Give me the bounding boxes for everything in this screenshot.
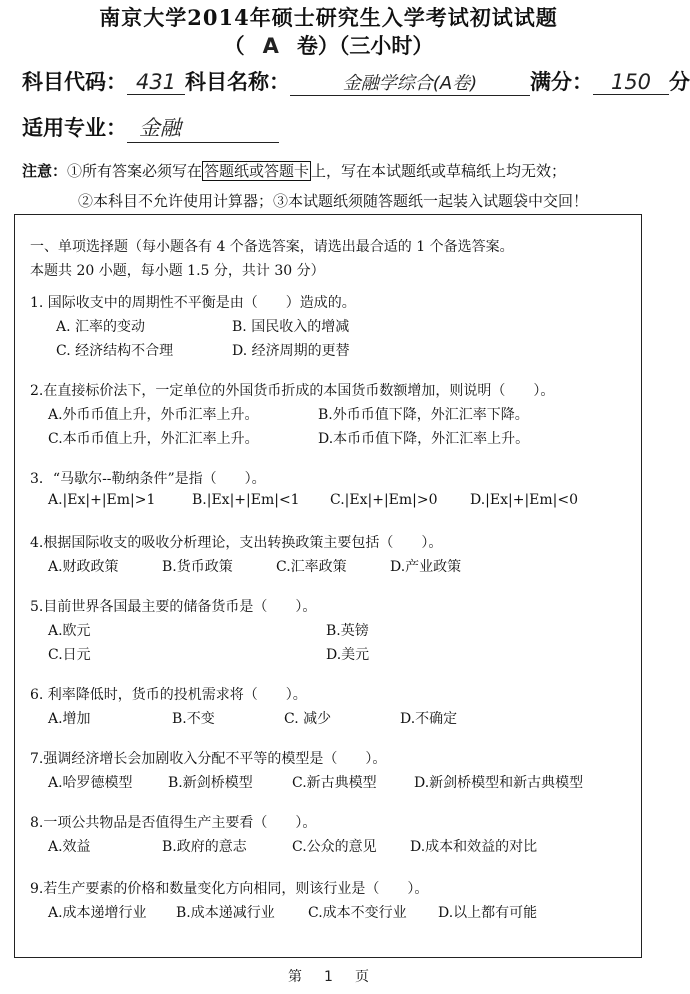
subtitle-open: （ bbox=[223, 33, 245, 58]
option: A.增加 bbox=[48, 711, 91, 727]
option: B.政府的意志 bbox=[162, 839, 247, 855]
question-stem: 9.若生产要素的价格和数量变化方向相同，则该行业是（ ）。 bbox=[30, 881, 429, 897]
option: C.日元 bbox=[48, 647, 91, 663]
notice-line-2: ②本科目不允许使用计算器；③本试题纸须随答题纸一起装入试题袋中交回！ bbox=[78, 192, 589, 210]
notice-text-a: ①所有答案必须写在 bbox=[67, 162, 203, 180]
section-heading-line-2: 本题共 20 小题，每小题 1.5 分，共计 30 分） bbox=[30, 263, 325, 279]
major-label: 适用专业： bbox=[22, 115, 127, 140]
option: C. 减少 bbox=[284, 711, 332, 727]
subtitle-rest: 卷）（三小时） bbox=[296, 33, 434, 58]
option: B.新剑桥模型 bbox=[168, 775, 253, 791]
option: D.本币币值下降，外汇汇率上升。 bbox=[318, 431, 530, 447]
notice-line-1 bbox=[22, 160, 566, 181]
option: A.财政政策 bbox=[48, 559, 119, 575]
option: A.哈罗德模型 bbox=[48, 775, 133, 791]
option: A. 汇率的变动 bbox=[56, 319, 146, 335]
page-suffix: 页 bbox=[354, 969, 369, 985]
option: D.成本和效益的对比 bbox=[410, 839, 538, 855]
option: C.汇率政策 bbox=[276, 559, 347, 575]
score-unit: 分 bbox=[669, 69, 690, 94]
code-value: 431 bbox=[127, 70, 185, 95]
question-stem: 8.一项公共物品是否值得生产主要看（ ）。 bbox=[30, 815, 317, 831]
question-stem: 1. 国际收支中的周期性不平衡是由（ ）造成的。 bbox=[30, 295, 356, 311]
option: C.成本不变行业 bbox=[308, 905, 407, 921]
option: D.以上都有可能 bbox=[438, 905, 538, 921]
option: D.美元 bbox=[326, 647, 370, 663]
option: A.欧元 bbox=[48, 623, 91, 639]
exam-subtitle bbox=[0, 30, 657, 60]
name-label: 科目名称： bbox=[185, 69, 290, 94]
question-stem: 6. 利率降低时，货币的投机需求将（ ）。 bbox=[30, 687, 307, 703]
option: B.|Ex|+|Em|<1 bbox=[192, 492, 300, 508]
option: A.外币币值上升，外币汇率上升。 bbox=[48, 407, 259, 423]
score-value: 150 bbox=[593, 70, 669, 95]
paper-letter: A bbox=[262, 34, 279, 58]
option: C.本币币值上升，外汇汇率上升。 bbox=[48, 431, 259, 447]
option: B. 国民收入的增减 bbox=[232, 319, 350, 335]
option: D. 经济周期的更替 bbox=[232, 343, 350, 359]
option: B.不变 bbox=[172, 711, 215, 727]
option: D.新剑桥模型和新古典模型 bbox=[414, 775, 584, 791]
notice-label: 注意： bbox=[22, 162, 68, 180]
notice-text-b: 上，写在本试题纸或草稿纸上均无效； bbox=[311, 162, 567, 180]
option: B.成本递减行业 bbox=[176, 905, 275, 921]
subject-line bbox=[22, 66, 690, 96]
option: A.效益 bbox=[48, 839, 91, 855]
question-stem: 5.目前世界各国最主要的储备货币是（ ）。 bbox=[30, 599, 317, 615]
section-heading-line-1: 一、单项选择题（每小题各有 4 个备选答案，请选出最合适的 1 个备选答案。 bbox=[30, 239, 514, 255]
option: C.新古典模型 bbox=[292, 775, 377, 791]
page-footer bbox=[0, 966, 657, 986]
name-value: 金融学综合(A卷) bbox=[290, 69, 530, 96]
option: A.成本递增行业 bbox=[48, 905, 147, 921]
notice-boxed-text: 答题纸或答题卡 bbox=[204, 162, 310, 180]
page-number: 1 bbox=[324, 969, 333, 985]
option: C.公众的意见 bbox=[292, 839, 377, 855]
option: B.英镑 bbox=[326, 623, 369, 639]
score-label: 满分： bbox=[530, 69, 593, 94]
exam-title: 南京大学2014年硕士研究生入学考试初试试题 bbox=[99, 5, 558, 30]
option: B.货币政策 bbox=[162, 559, 233, 575]
question-stem: 2.在直接标价法下，一定单位的外国货币折成的本国货币数额增加，则说明（ ）。 bbox=[30, 383, 555, 399]
option: A.|Ex|+|Em|>1 bbox=[48, 492, 156, 508]
major-value: 金融 bbox=[127, 112, 279, 143]
option: C. 经济结构不合理 bbox=[56, 343, 174, 359]
option: C.|Ex|+|Em|>0 bbox=[330, 492, 438, 508]
code-label: 科目代码： bbox=[22, 69, 127, 94]
option: D.产业政策 bbox=[390, 559, 462, 575]
major-line bbox=[22, 112, 279, 143]
option: D.|Ex|+|Em|<0 bbox=[470, 492, 579, 508]
option: D.不确定 bbox=[400, 711, 458, 727]
question-stem: 4.根据国际收支的吸收分析理论，支出转换政策主要包括（ ）。 bbox=[30, 535, 443, 551]
option: B.外币币值下降，外汇汇率下降。 bbox=[318, 407, 529, 423]
question-stem: 3．“马歇尔--勒纳条件”是指（ ）。 bbox=[30, 471, 266, 487]
question-stem: 7.强调经济增长会加剧收入分配不平等的模型是（ ）。 bbox=[30, 751, 387, 767]
page-prefix: 第 bbox=[288, 969, 303, 985]
